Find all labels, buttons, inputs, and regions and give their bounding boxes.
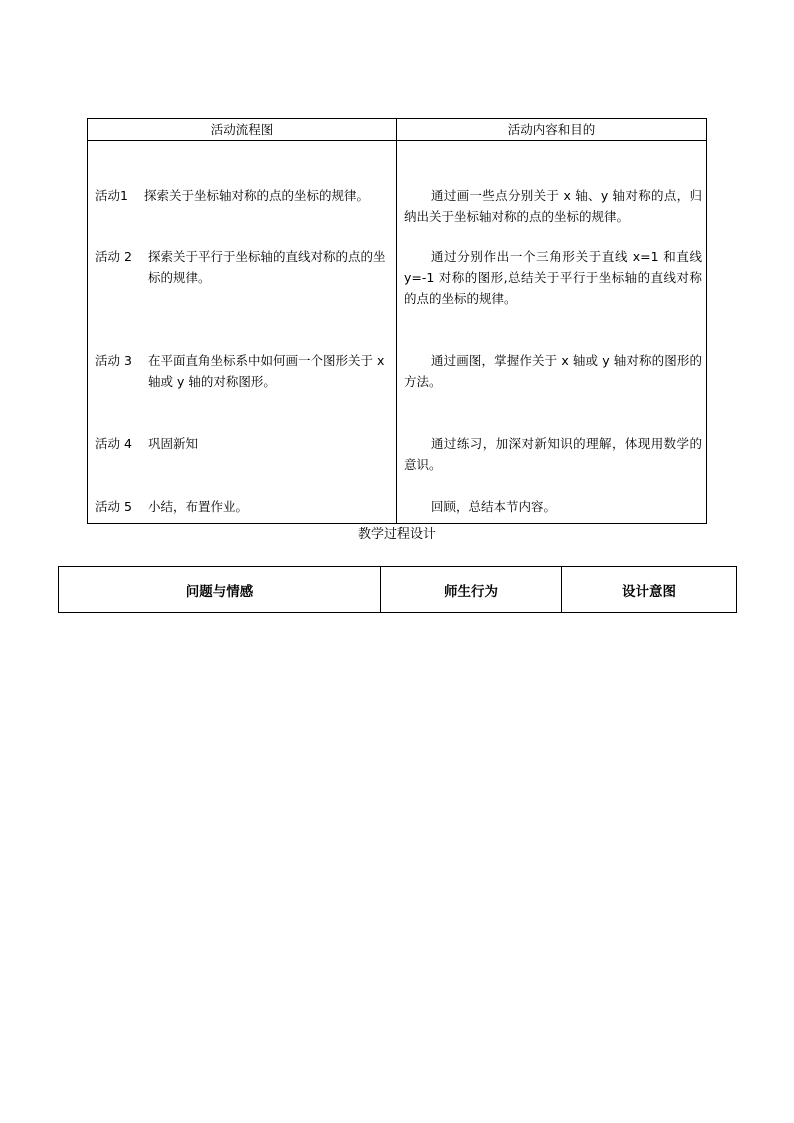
activity-flow-table — [87, 118, 707, 524]
activity-5-label: 活动 5 — [95, 499, 132, 514]
activity-2-purpose: 通过分别作出一个三角形关于直线 x=1 和直线 y=-1 对称的图形,总结关于平行于坐标轴的直线对称的点的坐标的规律。 — [404, 249, 702, 306]
header-teacher-student-behavior: 师生行为 — [381, 567, 562, 613]
activity-2-text: 探索关于平行于坐标轴的直线对称的点的坐标的规律。 — [148, 249, 386, 285]
teaching-process-caption: 教学过程设计 — [357, 527, 436, 542]
activity-4-text: 巩固新知 — [148, 436, 199, 451]
header-design-intent: 设计意图 — [562, 567, 737, 613]
activity-3-text: 在平面直角坐标系中如何画一个图形关于 x 轴或 y 轴的对称图形。 — [148, 353, 385, 389]
activity-4-purpose: 通过练习，加深对新知识的理解，体现用数学的意识。 — [404, 436, 702, 472]
activity-3 — [95, 350, 390, 392]
activity-1-purpose: 通过画一些点分别关于 x 轴、y 轴对称的点，归纳出关于坐标轴对称的点的坐标的规律。 — [404, 188, 702, 224]
header-content-purpose: 活动内容和目的 — [397, 119, 707, 141]
activity-1 — [95, 185, 390, 206]
activity-2 — [95, 246, 390, 288]
activity-3-purpose: 通过画图，掌握作关于 x 轴或 y 轴对称的图形的方法。 — [404, 353, 702, 389]
activity-4 — [95, 433, 390, 454]
activity-1-label: 活动1 — [95, 188, 128, 203]
activity-5-text: 小结，布置作业。 — [148, 499, 249, 514]
activity-3-label: 活动 3 — [95, 353, 132, 368]
activities-column — [88, 141, 397, 524]
activity-5 — [95, 496, 390, 517]
teaching-design-table — [58, 566, 737, 613]
purposes-column — [397, 141, 707, 524]
activity-4-label: 活动 4 — [95, 436, 132, 451]
header-flow-chart: 活动流程图 — [88, 119, 397, 141]
header-problem-emotion: 问题与情感 — [59, 567, 381, 613]
activity-1-text: 探索关于坐标轴对称的点的坐标的规律。 — [144, 188, 370, 203]
activity-2-label: 活动 2 — [95, 249, 132, 264]
activity-5-purpose: 回顾，总结本节内容。 — [431, 499, 557, 514]
